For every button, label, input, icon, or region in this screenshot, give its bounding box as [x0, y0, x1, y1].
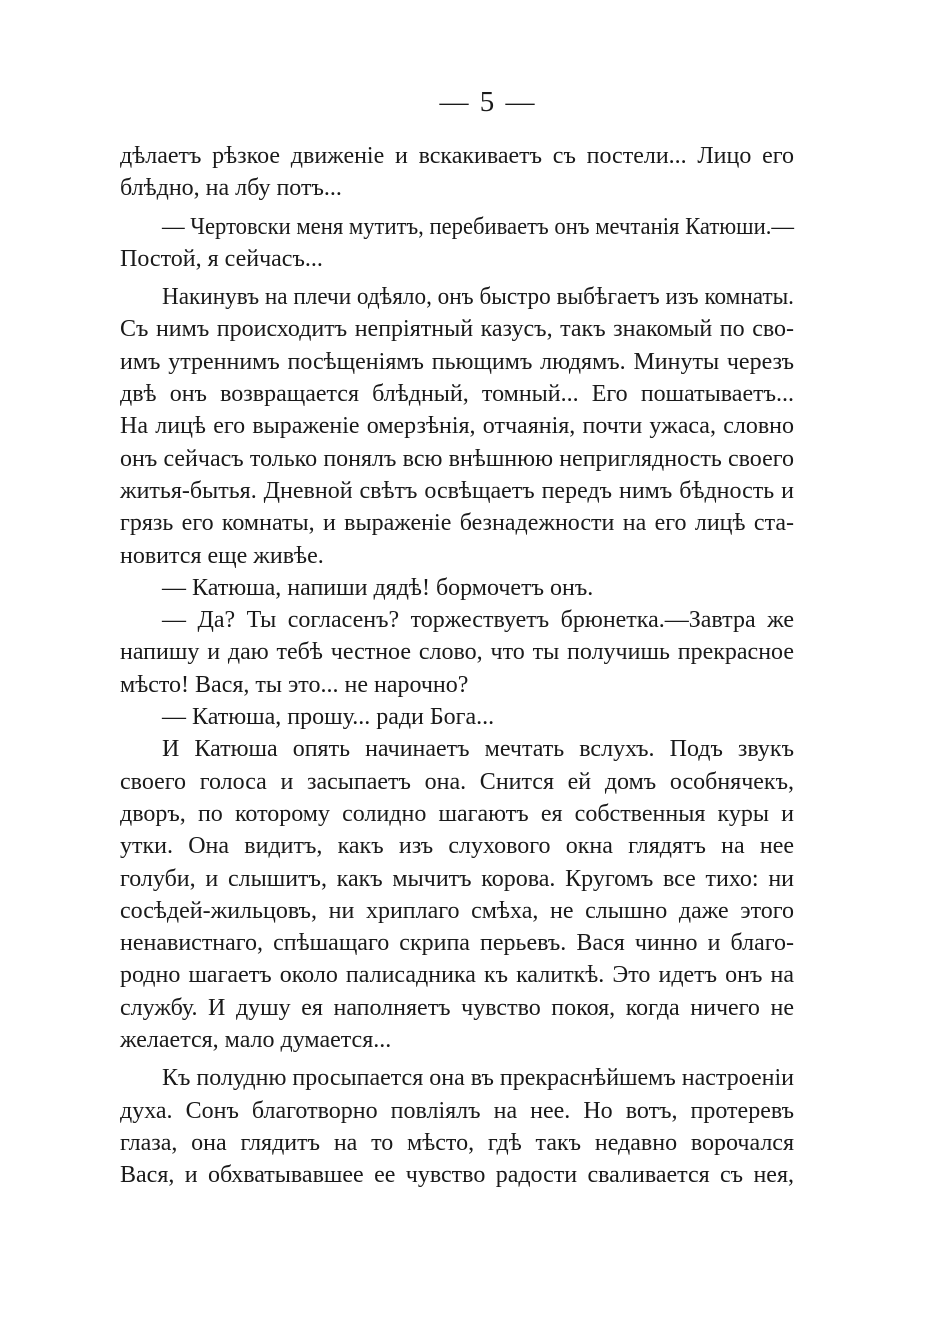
- body-text: [120, 140, 794, 1192]
- page-number: — 5 —: [439, 86, 537, 118]
- text-line: службу. И душу ея наполняетъ чувство покоя, когда ничего не: [120, 994, 794, 1021]
- text-line: родно шагаетъ около палисадника къ калиткѣ. Это идетъ онъ на: [120, 962, 794, 989]
- text-line: На лицѣ его выраженіе омерзѣнія, отчаянія, почти ужаса, словно: [120, 413, 794, 440]
- text-line: грязь его комнаты, и выраженіе безнадежности на его лицѣ ста-: [120, 510, 794, 537]
- text-line: сосѣдей-жильцовъ, ни хриплаго смѣха, не слышно даже этого: [120, 897, 794, 924]
- paragraph: [120, 211, 794, 276]
- text-line: — Катюша, напиши дядѣ! бормочетъ онъ.: [162, 574, 594, 601]
- text-line: Къ полудню просыпается она въ прекраснѣйшемъ настроеніи: [161, 1065, 794, 1092]
- text-line: дворъ, по которому солидно шагаютъ ея собственныя куры и: [120, 800, 794, 827]
- paragraph: [120, 1062, 794, 1191]
- paragraph: [120, 604, 794, 701]
- text-line: И Катюша опять начинаетъ мечтать вслухъ. Подъ звукъ: [162, 736, 794, 763]
- text-line: — Катюша, прошу... ради Бога...: [162, 704, 495, 731]
- text-line: своего голоса и засыпаетъ она. Снится ей домъ особнячекъ,: [120, 768, 794, 795]
- text-line: блѣдно, на лбу потъ...: [120, 175, 342, 202]
- paragraph: [120, 733, 794, 1056]
- text-line: двѣ онъ возвращается блѣдный, томный... Его пошатываетъ...: [120, 381, 794, 408]
- text-line: — Да? Ты согласенъ? торжествуетъ брюнетка.—Завтра же: [162, 607, 794, 634]
- text-line: мѣсто! Вася, ты это... не нарочно?: [120, 671, 469, 698]
- text-line: — Чертовски меня мутитъ, перебиваетъ онъ мечтанія Катюши.—: [161, 213, 794, 240]
- paragraph: [120, 701, 794, 733]
- text-line: духа. Сонъ благотворно повліялъ на нее. Но вотъ, протеревъ: [120, 1097, 794, 1124]
- text-line: Съ нимъ происходитъ непріятный казусъ, такъ знакомый по сво-: [120, 316, 794, 343]
- text-line: ненавистнаго, спѣшащаго скрипа перьевъ. Вася чинно и благо-: [120, 930, 794, 957]
- text-line: дѣлаетъ рѣзкое движеніе и вскакиваетъ съ постели... Лицо его: [120, 143, 794, 169]
- text-line: житья-бытья. Дневной свѣтъ освѣщаетъ передъ нимъ бѣдность и: [120, 477, 794, 504]
- text-line: имъ утреннимъ посѣщеніямъ пьющимъ людямъ. Минуты черезъ: [120, 348, 794, 375]
- text-line: голуби, и слышитъ, какъ мычитъ корова. Кругомъ все тихо: ни: [120, 865, 794, 892]
- text-line: онъ сейчасъ только понялъ всю внѣшнюю неприглядность своего: [120, 445, 794, 472]
- text-line: глаза, она глядитъ на то мѣсто, гдѣ такъ недавно ворочался: [120, 1129, 794, 1156]
- paragraph: [120, 572, 794, 604]
- text-line: новится еще живѣе.: [120, 542, 324, 569]
- text-line: напишу и даю тебѣ честное слово, что ты получишь прекрасное: [120, 639, 794, 666]
- paragraph: [120, 140, 794, 205]
- text-line: желается, мало думается...: [120, 1027, 392, 1054]
- text-line: Накинувъ на плечи одѣяло, онъ быстро выбѣгаетъ изъ комнаты.: [161, 284, 794, 311]
- paragraph: [120, 281, 794, 572]
- text-line: Вася, и обхватывавшее ее чувство радости сваливается съ нея,: [120, 1162, 794, 1189]
- text-line: Постой, я сейчасъ...: [120, 245, 323, 272]
- text-line: утки. Она видитъ, какъ изъ слухового окна глядятъ на нее: [120, 833, 794, 860]
